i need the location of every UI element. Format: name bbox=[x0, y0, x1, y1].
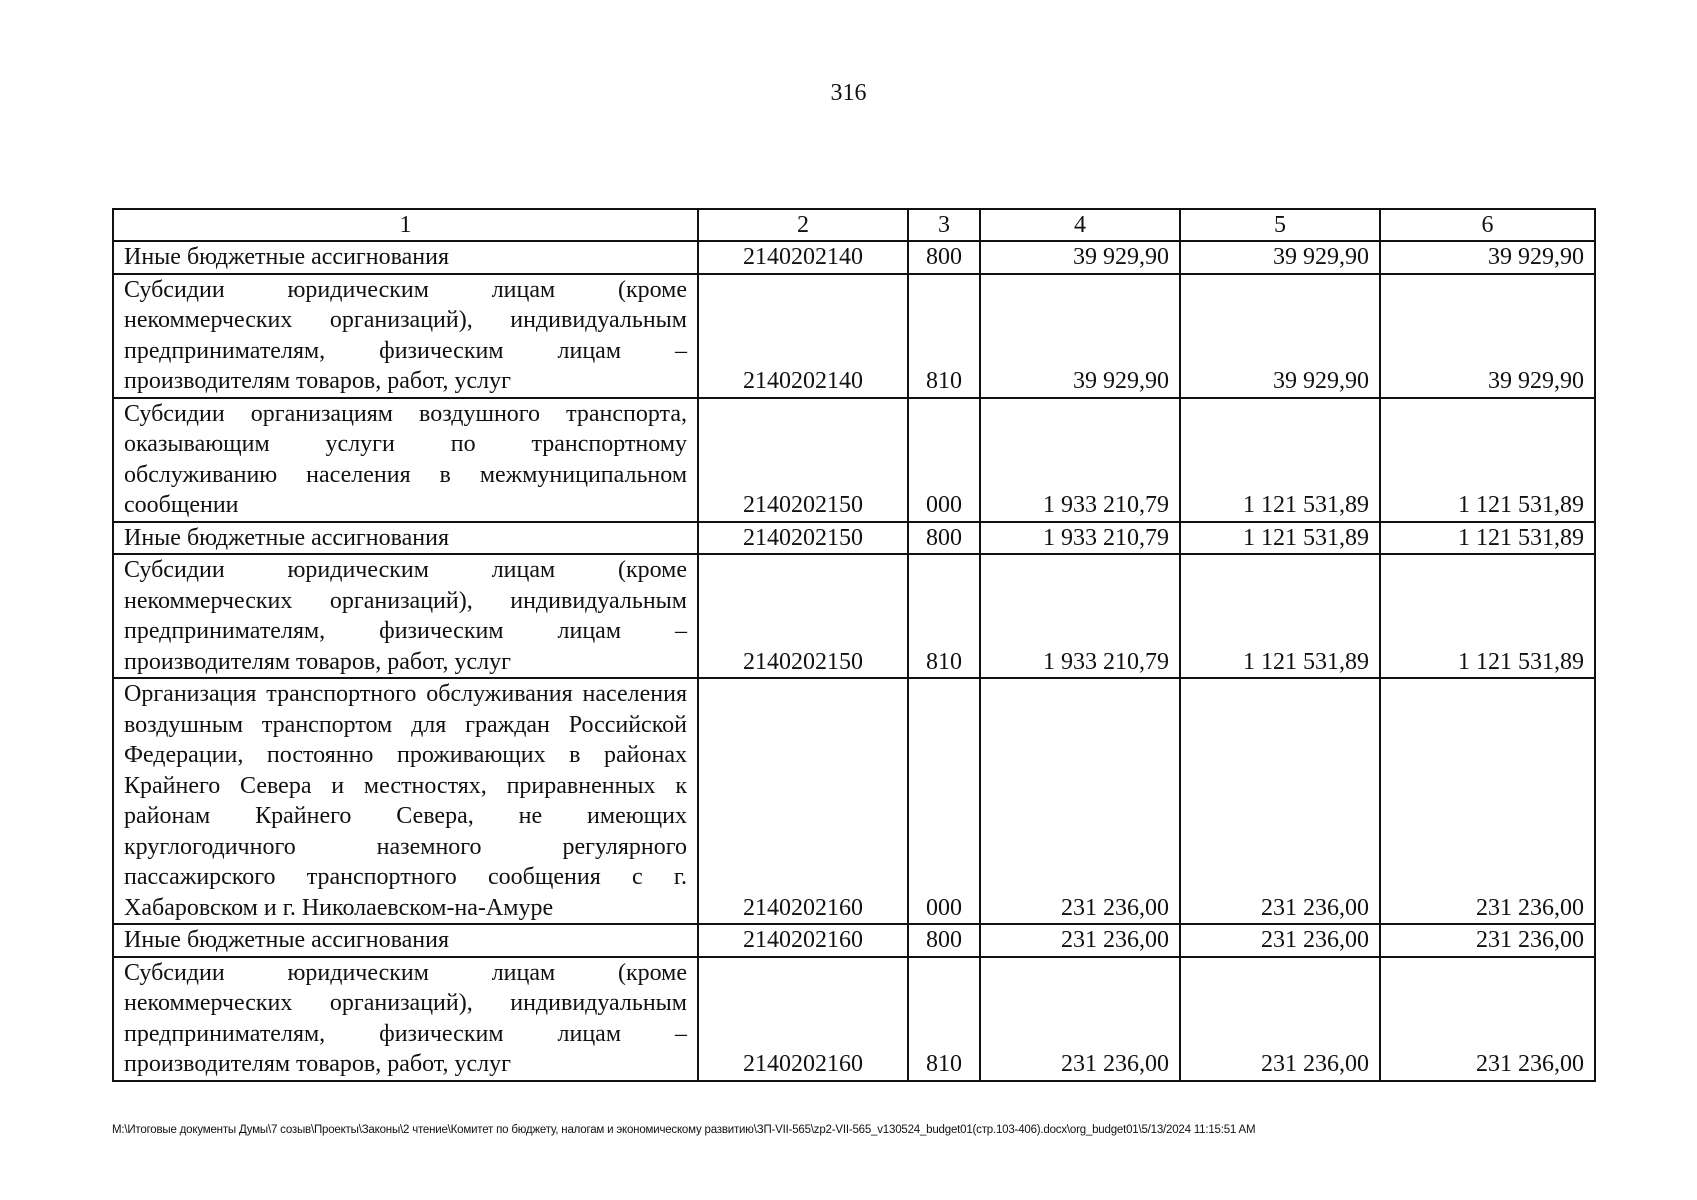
target-code-cell: 2140202160 bbox=[698, 924, 908, 957]
amount-col4-cell: 1 933 210,79 bbox=[980, 398, 1180, 522]
amount-col4-cell: 39 929,90 bbox=[980, 274, 1180, 398]
amount-col6-cell: 1 121 531,89 bbox=[1380, 522, 1595, 555]
row-name-cell: Субсидии юридическим лицам (кроме некоммерческих организаций), индивидуальным предпринимателям, физическим лицам – производителям товаров, работ, услуг bbox=[113, 274, 698, 398]
target-code-cell: 2140202140 bbox=[698, 274, 908, 398]
expense-type-cell: 810 bbox=[908, 957, 980, 1081]
expense-type-cell: 800 bbox=[908, 241, 980, 274]
table-row bbox=[113, 241, 1595, 274]
amount-col4-cell: 1 933 210,79 bbox=[980, 554, 1180, 678]
header-cell-1: 1 bbox=[113, 209, 698, 241]
table-row bbox=[113, 678, 1595, 924]
amount-col4-cell: 1 933 210,79 bbox=[980, 522, 1180, 555]
amount-col4-cell: 39 929,90 bbox=[980, 241, 1180, 274]
amount-col6-cell: 231 236,00 bbox=[1380, 957, 1595, 1081]
amount-col6-cell: 39 929,90 bbox=[1380, 274, 1595, 398]
header-cell-2: 2 bbox=[698, 209, 908, 241]
amount-col5-cell: 39 929,90 bbox=[1180, 241, 1380, 274]
expense-type-cell: 810 bbox=[908, 274, 980, 398]
amount-col5-cell: 231 236,00 bbox=[1180, 678, 1380, 924]
row-name-cell: Субсидии юридическим лицам (кроме некоммерческих организаций), индивидуальным предпринимателям, физическим лицам – производителям товаров, работ, услуг bbox=[113, 554, 698, 678]
amount-col6-cell: 231 236,00 bbox=[1380, 678, 1595, 924]
target-code-cell: 2140202150 bbox=[698, 522, 908, 555]
header-cell-3: 3 bbox=[908, 209, 980, 241]
row-name-cell: Организация транспортного обслуживания населения воздушным транспортом для граждан Российской Федерации, постоянно проживающих в районах Крайнего Севера и местностях, приравненных к районам Крайнего Севера, не имеющих круглогодичного наземного регулярного пассажирского транспортного сообщения с г. Хабаровском и г. Николаевском-на-Амуре bbox=[113, 678, 698, 924]
target-code-cell: 2140202150 bbox=[698, 554, 908, 678]
header-cell-5: 5 bbox=[1180, 209, 1380, 241]
expense-type-cell: 800 bbox=[908, 924, 980, 957]
target-code-cell: 2140202150 bbox=[698, 398, 908, 522]
header-cell-6: 6 bbox=[1380, 209, 1595, 241]
table-row bbox=[113, 274, 1595, 398]
expense-type-cell: 800 bbox=[908, 522, 980, 555]
row-name-cell: Иные бюджетные ассигнования bbox=[113, 924, 698, 957]
amount-col5-cell: 39 929,90 bbox=[1180, 274, 1380, 398]
amount-col6-cell: 231 236,00 bbox=[1380, 924, 1595, 957]
amount-col5-cell: 1 121 531,89 bbox=[1180, 522, 1380, 555]
amount-col5-cell: 231 236,00 bbox=[1180, 957, 1380, 1081]
amount-col6-cell: 1 121 531,89 bbox=[1380, 398, 1595, 522]
table-row bbox=[113, 398, 1595, 522]
amount-col4-cell: 231 236,00 bbox=[980, 678, 1180, 924]
row-name-cell: Иные бюджетные ассигнования bbox=[113, 241, 698, 274]
amount-col5-cell: 1 121 531,89 bbox=[1180, 554, 1380, 678]
table-row bbox=[113, 924, 1595, 957]
amount-col6-cell: 39 929,90 bbox=[1380, 241, 1595, 274]
amount-col4-cell: 231 236,00 bbox=[980, 957, 1180, 1081]
amount-col5-cell: 1 121 531,89 bbox=[1180, 398, 1380, 522]
budget-table bbox=[112, 208, 1596, 1082]
expense-type-cell: 810 bbox=[908, 554, 980, 678]
amount-col4-cell: 231 236,00 bbox=[980, 924, 1180, 957]
table-row bbox=[113, 554, 1595, 678]
target-code-cell: 2140202160 bbox=[698, 957, 908, 1081]
expense-type-cell: 000 bbox=[908, 398, 980, 522]
page-number: 316 bbox=[830, 80, 867, 106]
target-code-cell: 2140202160 bbox=[698, 678, 908, 924]
amount-col5-cell: 231 236,00 bbox=[1180, 924, 1380, 957]
document-file-path: M:\Итоговые документы Думы\7 созыв\Проекты\Законы\2 чтение\Комитет по бюджету, налогам и экономическому развитию\ЗП-VII-565\zp2-VII-565_v130524_budget01(стр.103-406).docx\org_budget01\5/13/2024 11:15:51 AM bbox=[112, 1124, 1256, 1136]
expense-type-cell: 000 bbox=[908, 678, 980, 924]
row-name-cell: Иные бюджетные ассигнования bbox=[113, 522, 698, 555]
target-code-cell: 2140202140 bbox=[698, 241, 908, 274]
table-row bbox=[113, 522, 1595, 555]
table-row bbox=[113, 957, 1595, 1081]
table-header-row bbox=[113, 209, 1595, 241]
header-cell-4: 4 bbox=[980, 209, 1180, 241]
row-name-cell: Субсидии организациям воздушного транспорта, оказывающим услуги по транспортному обслуживанию населения в межмуниципальном сообщении bbox=[113, 398, 698, 522]
row-name-cell: Субсидии юридическим лицам (кроме некоммерческих организаций), индивидуальным предпринимателям, физическим лицам – производителям товаров, работ, услуг bbox=[113, 957, 698, 1081]
amount-col6-cell: 1 121 531,89 bbox=[1380, 554, 1595, 678]
